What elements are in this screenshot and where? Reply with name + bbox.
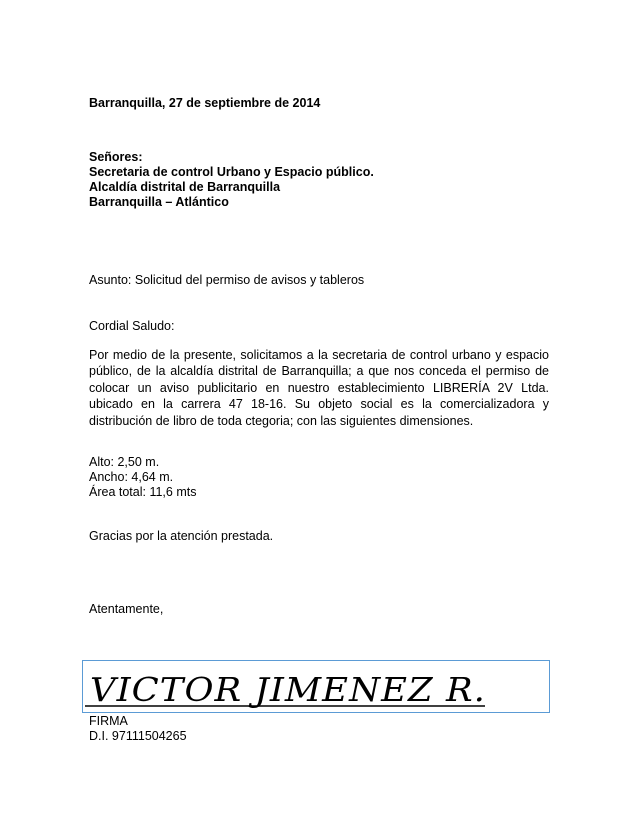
id-number: D.I. 97111504265 — [89, 729, 187, 743]
signature-details — [89, 714, 549, 744]
closing-line — [89, 602, 549, 617]
dimension-area: Área total: 11,6 mts — [89, 485, 197, 499]
date-text: Barranquilla, 27 de septiembre de 2014 — [89, 96, 321, 110]
subject-text: Asunto: Solicitud del permiso de avisos y tableros — [89, 273, 365, 287]
dimension-ancho: Ancho: 4,64 m. — [89, 470, 174, 484]
handwritten-signature — [83, 661, 549, 712]
signature-name: VICTOR JIMENEZ R. — [90, 670, 486, 709]
thanks-line — [89, 529, 549, 544]
recipient-line-3: Barranquilla – Atlántico — [89, 195, 229, 209]
closing-text: Atentamente, — [89, 602, 164, 616]
firma-label: FIRMA — [89, 714, 128, 728]
dimension-alto: Alto: 2,50 m. — [89, 455, 160, 469]
dimensions-block — [89, 455, 549, 500]
recipient-line-1: Secretaria de control Urbano y Espacio público. — [89, 165, 374, 179]
signature-box — [82, 660, 550, 713]
body-paragraph: Por medio de la presente, solicitamos a la secretaria de control urbano y espacio público, de la alcaldía distrital de Barranquilla; a que nos conceda el permiso de colocar un aviso publicitario en nuestro establecimiento LIBRERÍA 2V Ltda. ubicado en la carrera 47 18-16. Su objeto social es la comercializadora y distribución de libro de toda ctegoria; con las siguientes dimensiones. — [89, 348, 549, 428]
date-line — [89, 96, 549, 111]
recipient-block — [89, 150, 549, 210]
thanks-text: Gracias por la atención prestada. — [89, 529, 274, 543]
greeting — [89, 319, 549, 334]
subject-line — [89, 273, 549, 288]
salutation: Señores: — [89, 150, 143, 164]
recipient-line-2: Alcaldía distrital de Barranquilla — [89, 180, 281, 194]
greeting-text: Cordial Saludo: — [89, 319, 175, 333]
